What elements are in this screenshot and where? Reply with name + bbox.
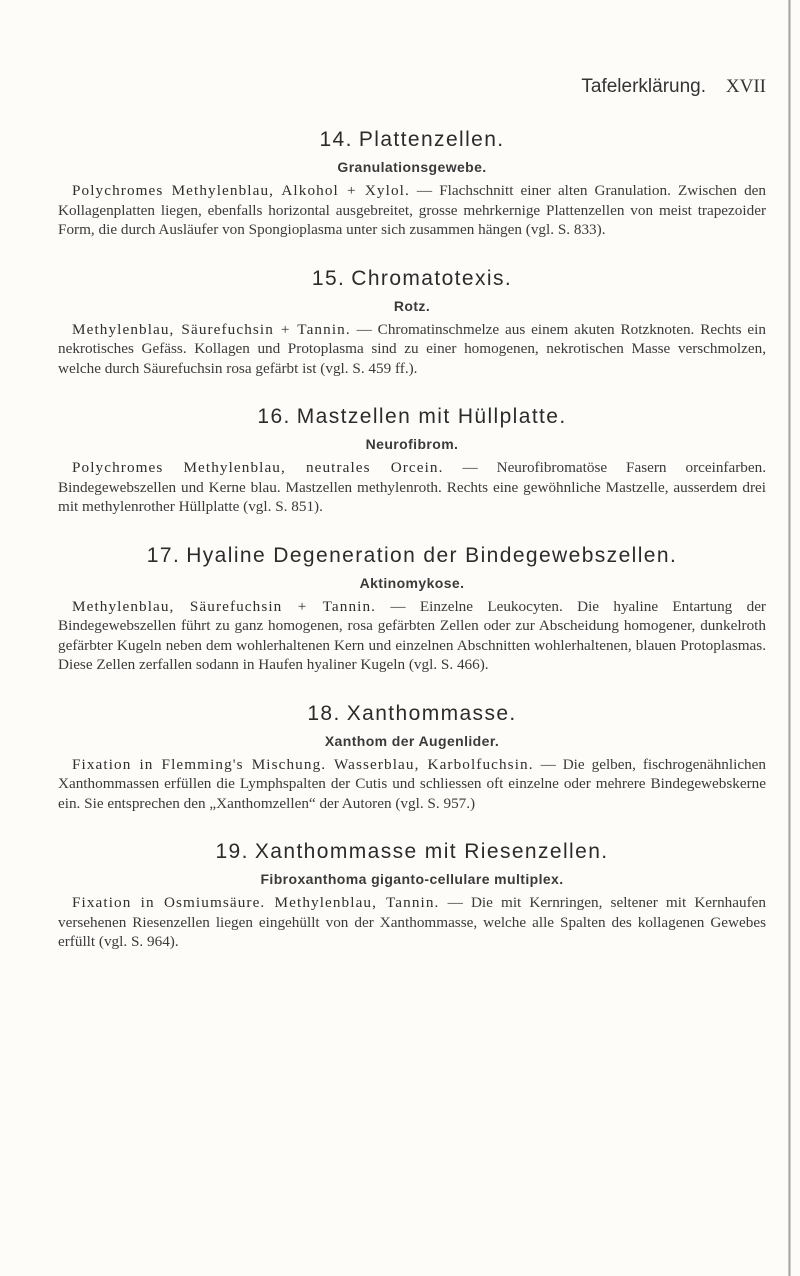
entry-heading: Chromatotexis. (351, 266, 513, 290)
entry-title (58, 543, 766, 569)
plate-entry-15 (58, 266, 766, 379)
entry-text: — Flachschnitt einer alten Granulation. Zwischen den Kollagenplatten liegen, ebenfalls horizontal ausgebreitet, grosse mehrkernige Plattenzellen von meist trapezoider Form, die durch Ausläufer von Spongioplasma unter sich zusammen hängen (vgl. S. 833). (58, 182, 766, 238)
entry-text: — Die mit Kernringen, seltener mit Kernhaufen versehenen Riesenzellen liegen eingehüllt von der Xanthommasse, welche alle Spalten des kollagenen Gewebes erfüllt (vgl. S. 964). (58, 894, 766, 950)
entry-description (58, 755, 766, 814)
entry-subtitle: Fibroxanthoma giganto-cellulare multiplex. (260, 871, 564, 887)
entry-description (58, 458, 766, 517)
entry-heading: Hyaline Degeneration der Bindegewebszellen. (186, 543, 678, 567)
staining-method: Polychromes Methylenblau, neutrales Orcein. (72, 459, 444, 476)
entry-description (58, 597, 766, 675)
entry-number: 15. (311, 266, 346, 290)
staining-method: Fixation in Osmiumsäure. Methylenblau, Tannin. (72, 894, 440, 911)
entry-title (58, 701, 766, 727)
plate-entry-18 (58, 701, 766, 814)
staining-method: Polychromes Methylenblau, Alkohol + Xylol. (72, 182, 410, 199)
entry-heading: Xanthommasse. (346, 701, 517, 725)
plate-explanations (58, 127, 766, 978)
entry-subtitle: Xanthom der Augenlider. (324, 732, 500, 749)
page-edge-line (788, 0, 791, 1276)
entry-title (58, 127, 766, 153)
entry-text: — Die gelben, fischrogenähnlichen Xanthommassen erfüllen die Lymphspalten der Cutis und schliessen oft einzelne oder mehrere Bindegewebskerne ein. Sie entsprechen den „Xanthomzellen“ der Autoren (vgl. S. 957.) (58, 755, 766, 812)
plate-entry-14 (58, 127, 766, 240)
entry-number: 14. (319, 128, 353, 151)
entry-number: 17. (146, 543, 181, 567)
entry-subtitle: Neurofibrom. (365, 436, 459, 452)
entry-description (58, 893, 766, 952)
entry-number: 19. (215, 840, 249, 863)
running-title: Tafelerklärung. (581, 76, 706, 97)
entry-text: — Chromatinschmelze aus einem akuten Rotzknoten. Rechts ein nekrotisches Gefäss. Kollagen und Protoplasma sind zu einer homogenen, nekrotischen Masse verschmolzen, welche durch Säurefuchsin rosa gefärbt ist (vgl. S. 459 ff.). (58, 320, 766, 377)
staining-method: Fixation in Flemming's Mischung. Wasserblau, Karbolfuchsin. (72, 755, 534, 773)
plate-entry-17 (58, 543, 766, 675)
staining-method: Methylenblau, Säurefuchsin + Tannin. (72, 320, 351, 338)
entry-subtitle: Granulationsgewebe. (337, 159, 487, 175)
entry-number: 16. (257, 405, 291, 428)
entry-subtitle: Rotz. (393, 297, 431, 314)
entry-subtitle: Aktinomykose. (359, 574, 465, 591)
page-header (58, 76, 766, 106)
page-number: XVII (725, 76, 766, 97)
entry-text: — Einzelne Leukocyten. Die hyaline Entartung der Bindegewebszellen führt zu ganz homogenen, rosa gefärbten Zellen oder zur Abscheidung homogener, dunkelroth gefärbter Kugeln neben dem wohlerhaltenen Kern und einzelnen Abschnitten wohlerhaltenen, blauen Protoplasmas. Diese Zellen zerfallen sodann in Haufen hyaliner Kugeln (vgl. S. 466). (58, 597, 766, 673)
entry-title (58, 404, 766, 430)
staining-method: Methylenblau, Säurefuchsin + Tannin. (72, 597, 377, 615)
entry-heading: Plattenzellen. (358, 128, 505, 151)
entry-title (58, 266, 766, 292)
entry-text: — Neurofibromatöse Fasern orceinfarben. Bindegewebszellen und Kerne blau. Mastzellen methylenroth. Rechts eine gewöhnliche Mastzelle, ausserdem drei mit methylenrother Hüllplatte (vgl. S. 851). (58, 459, 766, 515)
entry-description (58, 320, 766, 379)
entry-description (58, 181, 766, 240)
plate-entry-19 (58, 839, 766, 952)
plate-entry-16 (58, 404, 766, 517)
entry-heading: Xanthommasse mit Riesenzellen. (254, 840, 609, 863)
entry-heading: Mastzellen mit Hüllplatte. (296, 405, 567, 428)
entry-number: 18. (307, 701, 341, 725)
entry-title (58, 839, 766, 865)
